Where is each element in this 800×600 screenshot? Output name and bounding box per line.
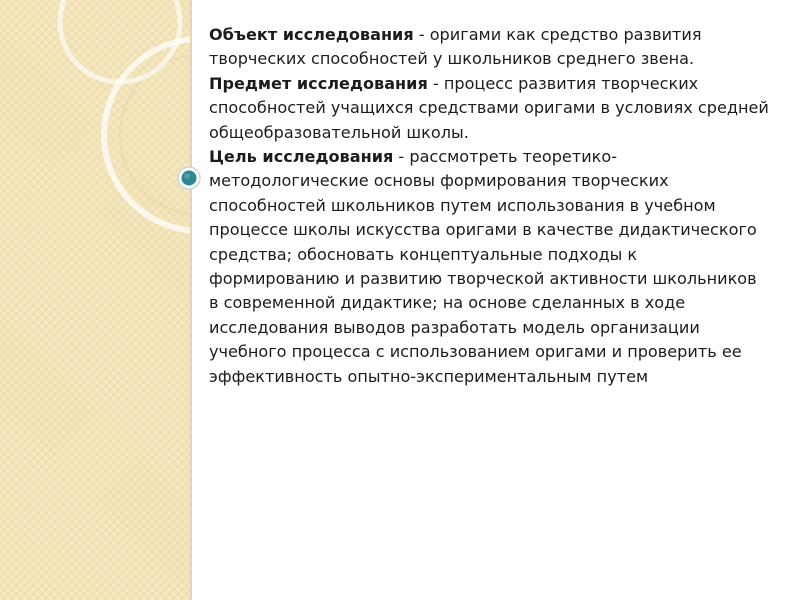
goal-term: Цель исследования [209, 147, 394, 167]
subject-paragraph [209, 72, 769, 145]
subject-term: Предмет исследования [209, 73, 428, 93]
object-term: Объект исследования [209, 25, 414, 44]
decorative-rings-icon [0, 0, 190, 600]
goal-text: - рассмотреть теоретико-методологические основы формирования творческих способностей школьников путем использования в учебном процессе школы искусства оригами в качестве дидактического средства; обосновать концептуальные подходы к формированию и развитию творческой активности школьников в современной дидактике; на основе сделанных в ходе исследования выводов разработать модель организации учебного процесса с использованием оригами и проверить ее эффективность опытно-экспериментальным путем [209, 147, 757, 386]
subject-text: - процесс развития творческих способностей учащихся средствами оригами в условиях средней общеобразовательной школы. [209, 73, 769, 142]
goal-paragraph [209, 145, 769, 389]
panel-divider [190, 0, 192, 600]
slide-text [209, 23, 769, 389]
object-paragraph [209, 23, 769, 72]
object-text: - оригами как средство развития творческих способностей у школьников среднего звена. [209, 25, 702, 69]
decorative-side-panel [0, 0, 190, 600]
circle-bullet-icon [176, 165, 202, 191]
